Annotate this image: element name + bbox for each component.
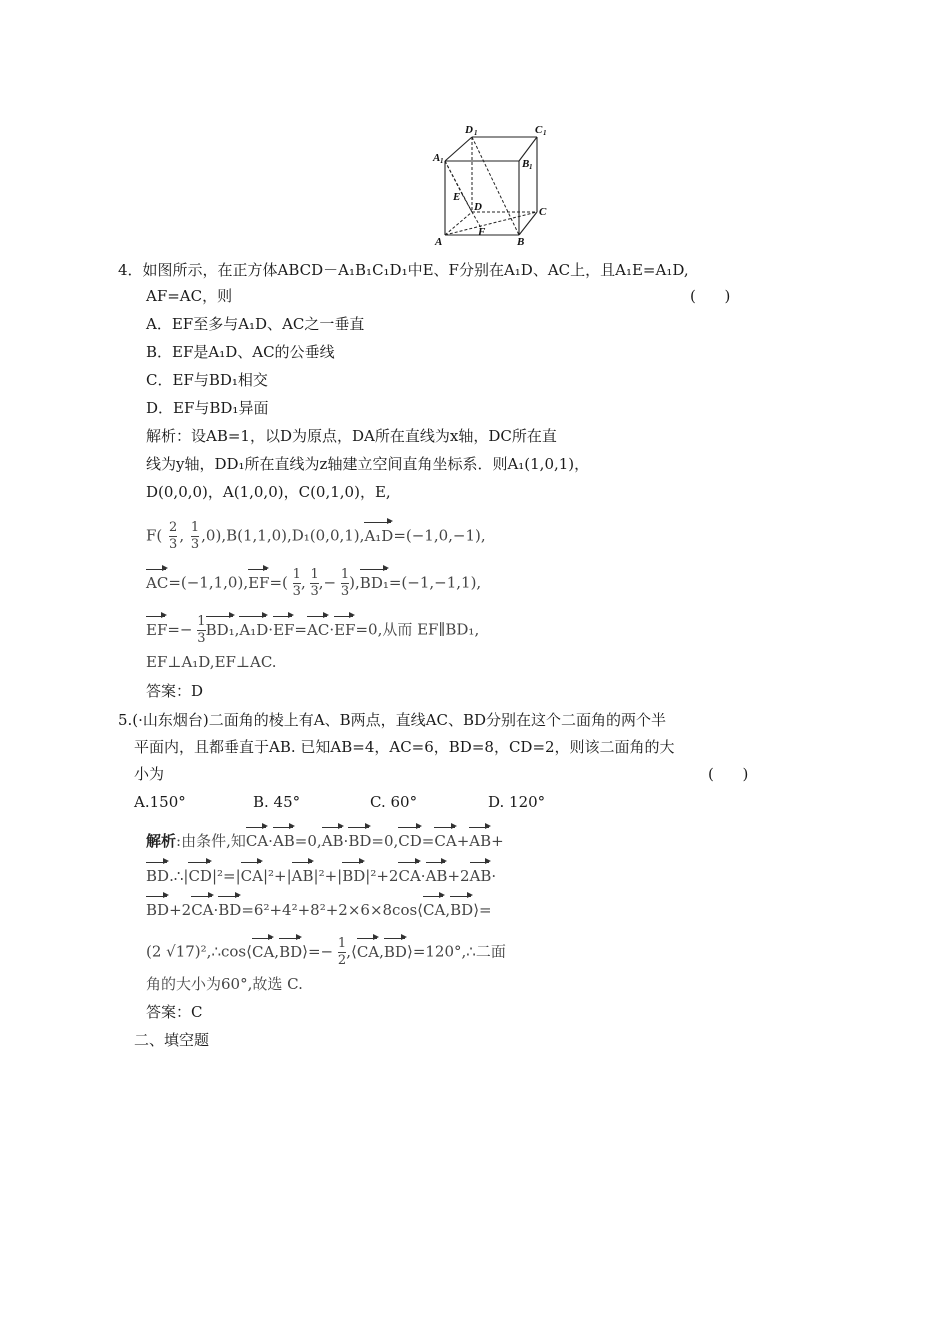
svg-text:1: 1 <box>474 129 478 137</box>
label-b: B <box>517 236 525 248</box>
q4-solution-line5: AC=(−1,1,0),EF=( $\frac{1}{3}$ , $\frac{1}{3}$ ,− $\frac{1}{3}$ ),BD₁=(−1,−1,1), <box>146 567 482 599</box>
q4-solution-line6: EF=− $\frac{1}{3}$ BD₁,A₁D·EF=AC·EF=0,从而 EF∥BD₁, <box>146 614 480 646</box>
svg-text:1: 1 <box>529 163 533 171</box>
q5-option-d: D. 120° <box>488 793 546 811</box>
q4-solution-line1: 解析：设AB=1，以D为原点，DA所在直线为x轴，DC所在直 <box>146 427 557 445</box>
label-d1: D <box>465 124 473 136</box>
q5-stem-line3: 小为 <box>134 765 165 783</box>
q5-answer-paren: ( ) <box>708 765 749 783</box>
label-c1: C <box>535 124 543 136</box>
q4-solution-line3: D(0,0,0)，A(1,0,0)，C(0,1,0)，E, <box>146 483 391 501</box>
q4-stem-line2: AF=AC，则 <box>146 287 233 305</box>
svg-text:1: 1 <box>543 129 547 137</box>
q4-option-b: B．EF是A₁D、AC的公垂线 <box>146 343 335 361</box>
q5-solution-line5: 角的大小为60°,故选 C. <box>146 975 303 993</box>
label-f: F <box>478 226 486 238</box>
q5-solution-line1: 解析:由条件,知CA·AB=0,AB·BD=0,CD=CA+AB+ <box>146 832 504 850</box>
q5-answer: 答案：C <box>146 1003 203 1021</box>
q4-answer: 答案：D <box>146 682 204 700</box>
q4-solution-line7: EF⊥A₁D,EF⊥AC. <box>146 653 277 671</box>
q5-stem-line1: 5.(·山东烟台)二面角的棱上有A、B两点，直线AC、BD分别在这个二面角的两个半 <box>118 711 667 729</box>
cube-figure <box>425 120 560 248</box>
q4-solution-line2: 线为y轴，DD₁所在直线为z轴建立空间直角坐标系．则A₁(1,0,1)， <box>146 455 590 473</box>
label-e: E <box>453 191 461 203</box>
label-b1: B <box>522 158 530 170</box>
q5-option-a: A.150° <box>134 793 186 811</box>
q4-option-d: D．EF与BD₁异面 <box>146 399 269 417</box>
q4-stem-line1: 4．如图所示，在正方体ABCD－A₁B₁C₁D₁中E、F分别在A₁D、AC上，且A₁E=A₁D, <box>118 261 689 279</box>
label-a: A <box>435 236 443 248</box>
q5-solution-line2: BD.∴|CD|²=|CA|²+|AB|²+|BD|²+2CA·AB+2AB· <box>146 867 497 885</box>
label-d: D <box>474 201 482 213</box>
q4-answer-paren: ( ) <box>690 287 731 305</box>
q5-option-c: C. 60° <box>370 793 418 811</box>
section-heading-fill-blank: 二、填空题 <box>134 1031 210 1049</box>
q5-option-b: B. 45° <box>253 793 301 811</box>
q5-solution-line3: BD+2CA·BD=6²+4²+8²+2×6×8cos⟨CA,BD⟩= <box>146 901 492 919</box>
q5-solution-line4: (2 √17)²,∴cos⟨CA,BD⟩=− $\frac{1}{2}$ ,⟨CA,BD⟩=120°,∴二面 <box>146 936 506 968</box>
svg-text:1: 1 <box>440 157 444 165</box>
q5-stem-line2: 平面内，且都垂直于AB. 已知AB=4，AC=6，BD=8，CD=2，则该二面角的大 <box>134 738 675 756</box>
label-a1: A <box>433 152 441 164</box>
q4-option-c: C．EF与BD₁相交 <box>146 371 268 389</box>
label-c: C <box>539 206 547 218</box>
q4-solution-line4: F( $\frac{2}{3}$ , $\frac{1}{3}$ ,0),B(1,1,0),D₁(0,0,1),A₁D=(−1,0,−1), <box>146 520 486 552</box>
q4-option-a: A．EF至多与A₁D、AC之一垂直 <box>146 315 365 333</box>
